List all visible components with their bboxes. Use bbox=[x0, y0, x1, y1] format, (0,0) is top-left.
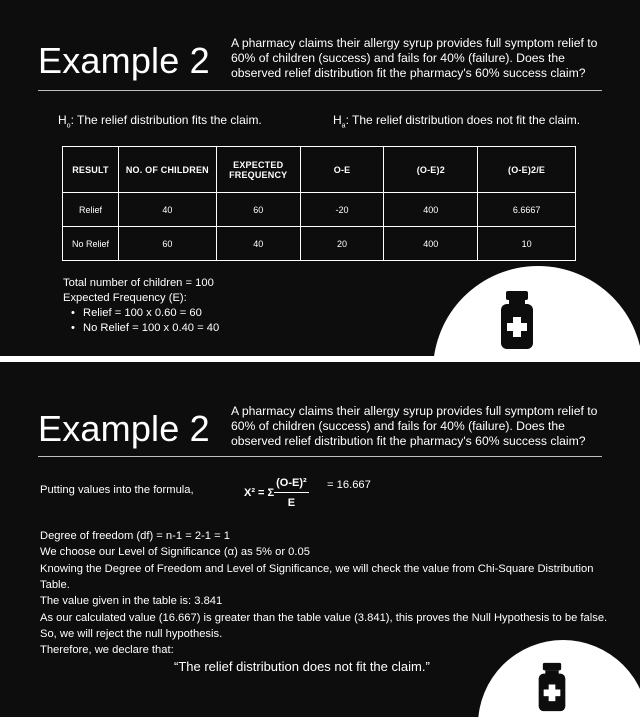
formula-result: = 16.667 bbox=[327, 479, 371, 491]
slide-1 bbox=[0, 0, 640, 356]
medicine-bottle-icon bbox=[499, 291, 535, 349]
chi-square-table bbox=[62, 146, 576, 261]
table-cell: 60 bbox=[118, 227, 216, 261]
table-cell: 20 bbox=[300, 227, 384, 261]
slide-title: Example 2 bbox=[38, 40, 210, 81]
alternative-hypothesis: $H_a$: The relief distribution does not fit the claim. bbox=[333, 113, 581, 130]
paragraph: Degree of freedom (df) = n-1 = 2-1 = 1 bbox=[40, 530, 230, 542]
medicine-bottle-icon bbox=[537, 662, 567, 712]
list-item: • Relief = 100 x 0.60 = 60 bbox=[63, 306, 202, 321]
table-cell: 400 bbox=[384, 227, 478, 261]
table-cell: 40 bbox=[118, 193, 216, 227]
table-cell: 10 bbox=[478, 227, 576, 261]
problem-statement: A pharmacy claims their allergy syrup provides full symptom relief to 60% of children (success) and fails for 40% (failure). Does the observed relief distribution fit the pharmacy's 60% success claim? bbox=[231, 404, 598, 448]
divider bbox=[38, 456, 602, 457]
column-header: O-E bbox=[300, 147, 384, 193]
table-cell: 400 bbox=[384, 193, 478, 227]
table-cell: No Relief bbox=[63, 227, 119, 261]
column-header: NO. OF CHILDREN bbox=[118, 147, 216, 193]
slide-2 bbox=[0, 362, 640, 717]
column-header: (O-E)2 bbox=[384, 147, 478, 193]
paragraph: The value given in the table is: 3.841 bbox=[40, 595, 223, 607]
icon-circle bbox=[433, 266, 640, 356]
table-row bbox=[63, 227, 576, 261]
list-item: • No Relief = 100 x 0.40 = 40 bbox=[63, 321, 219, 336]
paragraph: As our calculated value (16.667) is greater than the table value (3.841), this proves the Null Hypothesis to be false. So, we will reject the null hypothesis. bbox=[40, 612, 608, 640]
column-header: EXPECTED FREQUENCY bbox=[216, 147, 300, 193]
table-cell: 60 bbox=[216, 193, 300, 227]
column-header: RESULT bbox=[63, 147, 119, 193]
chi-square-formula: X² = Σ $\frac{\text{(O-E)²}}{E}$ bbox=[244, 477, 307, 509]
divider bbox=[38, 90, 602, 91]
table-cell: Relief bbox=[63, 193, 119, 227]
table-cell: 6.6667 bbox=[478, 193, 576, 227]
paragraph: We choose our Level of Significance (α) as 5% or 0.05 bbox=[40, 546, 310, 558]
table-cell: 40 bbox=[216, 227, 300, 261]
table-header-row bbox=[63, 147, 576, 193]
formula-intro: Putting values into the formula, bbox=[40, 484, 194, 496]
table-cell: -20 bbox=[300, 193, 384, 227]
table-row bbox=[63, 193, 576, 227]
total-children: Total number of children = 100 bbox=[63, 277, 214, 289]
paragraph: Therefore, we declare that: bbox=[40, 644, 174, 656]
slide-title: Example 2 bbox=[38, 408, 210, 449]
conclusion-quote: “The relief distribution does not fit the claim.” bbox=[174, 659, 430, 674]
paragraph: Knowing the Degree of Freedom and Level of Significance, we will check the value from Chi-Square Distribution Table. bbox=[40, 563, 594, 591]
null-hypothesis: $H_o$: The relief distribution fits the claim. bbox=[58, 113, 262, 130]
expected-frequency-label: Expected Frequency (E): bbox=[63, 292, 187, 304]
column-header: (O-E)2/E bbox=[478, 147, 576, 193]
problem-statement: A pharmacy claims their allergy syrup provides full symptom relief to 60% of children (success) and fails for 40% (failure). Does the observed relief distribution fit the pharmacy's 60% success claim? bbox=[231, 36, 598, 80]
